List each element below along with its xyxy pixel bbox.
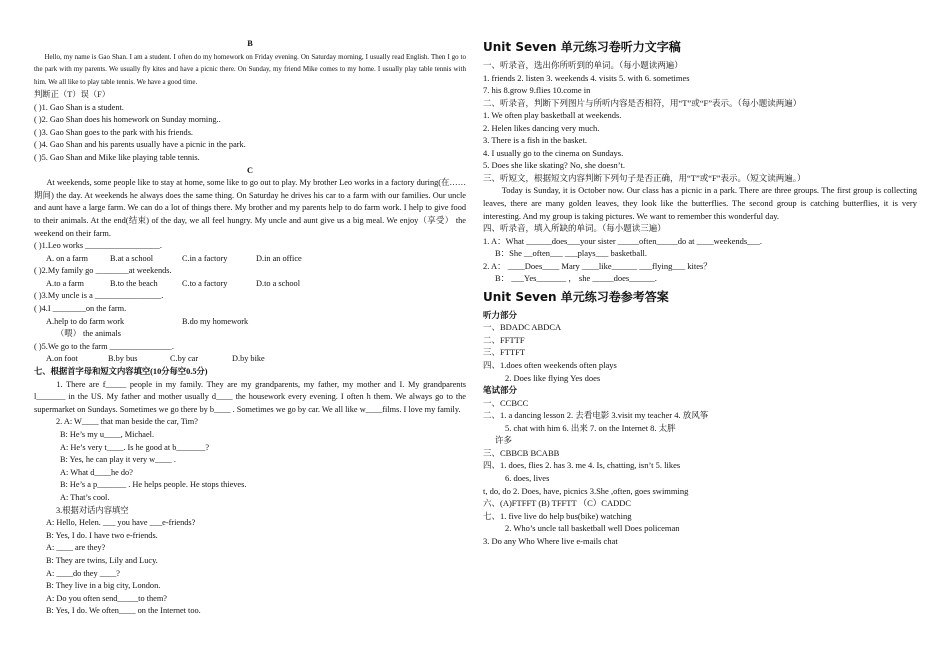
transcript-line: 5. Does she like skating? No, she doesn’t. (483, 160, 625, 171)
dialogue-line: B: Yes, he can play it very w____ . (60, 455, 176, 465)
dialogue-line: A: ____do they ____? (46, 568, 120, 578)
question-item: ( )2.My family go ________at weekends. (34, 266, 172, 276)
answer-line: 一、CCBCC (483, 397, 529, 408)
dialogue-line: A: Hello, Helen. ___ you have ___e-friends? (46, 518, 196, 528)
transcript-line: 四、听录音，填入所缺的单词。（每小题读三遍） (483, 223, 666, 234)
answer-line: 3. Do any Who Where live e-mails chat (483, 535, 618, 546)
transcript-line: 三、听短文，根据短文内容判断下列句子是否正确，用“T”或“F”表示。（短文读两遍。） (483, 172, 806, 183)
answer-line: 三、CBBCB BCABB (483, 447, 560, 458)
question-item: ( )5.We go to the farm _______________. (34, 341, 174, 351)
transcript-line: 1. A：What ______does___your sister _____often_____do at ____weekends___. (483, 235, 763, 246)
answer-line: 5. chat with him 6. 出来 7. on the Internet 8. 太胖 (505, 422, 676, 433)
option: B.by bus (108, 354, 138, 364)
option: C.to a factory (182, 278, 228, 288)
dialogue-line: B: They are twins, Lily and Lucy. (46, 555, 158, 565)
option: D.to a school (256, 278, 301, 288)
answers-title: Unit Seven 单元练习卷参考答案 (483, 289, 669, 304)
option: A.to a farm (46, 278, 85, 288)
option: B.at a school (110, 253, 154, 263)
transcript-line: 1. friends 2. listen 3. weekends 4. visits 5. with 6. sometimes (483, 72, 690, 83)
answer-options (34, 353, 466, 366)
dialogue-subtitle: 3.根据对话内容填空 (56, 505, 129, 515)
section-c-title: C (247, 165, 253, 175)
option: A.on foot (46, 354, 78, 364)
option: （喂） the animals (56, 329, 121, 339)
answer-line: 四、1.does often weekends often plays (483, 360, 617, 371)
question-item: ( )4.I ________on the farm. (34, 304, 127, 314)
answer-line: 一、BDADC ABDCA (483, 322, 562, 333)
answer-options (34, 278, 466, 291)
answer-line: 许多 (495, 435, 513, 446)
section-b-instruction: 判断正（T）误（F） (34, 89, 111, 99)
transcript-title: Unit Seven 单元练习卷听力文字稿 (483, 40, 681, 54)
option: C.in a factory (182, 253, 228, 263)
option: C.by car (170, 354, 199, 364)
dialogue-line: A: That’s cool. (60, 492, 110, 502)
answer-line: 四、1. does, flies 2. has 3. me 4. Is, chatting, isn’t 5. likes (483, 460, 681, 471)
dialogue-line: A: ____ are they? (46, 543, 106, 553)
question-item: ( )1.Leo works __________________. (34, 241, 162, 251)
dialogue-line: B: Yes, I do. I have two e-friends. (46, 530, 158, 540)
answer-line: 2. Who’s uncle tall basketball well Does policeman (505, 523, 680, 534)
transcript-line: 二、听录音，判断下列图片与所听内容是否相符，用“T”或“F”表示。（每小题读两遍） (483, 97, 802, 108)
dialogue-line: 2. A: W____ that man beside the car, Tim? (56, 417, 198, 427)
section-c-passage: At weekends, some people like to stay at home, some like to go out to play. My brother Leo works in a factory during(在……期间) the day. At weekends he always does the same thing. On Saturday he drives his car to a farm with our families. Our uncle and aunt have a large farm. We can do a lot of things there. My brother and my parents help to do farm work. I help to give food to their animals. At the end(结束) of the day, we all feel hungry. My uncle and aunt give us a big meal. We enjoy（享受） the weekend on their farm. (34, 178, 466, 238)
transcript-line: B： ___Yes_______ ， she _____does______. (495, 273, 657, 284)
answer-line: 6. does, lives (505, 472, 550, 483)
dialogue-line: B: He’s a p_______ . He helps people. He stops thieves. (60, 480, 247, 490)
option: A.help to do farm work (46, 316, 125, 326)
question-item: ( )3. Gao Shan goes to the park with his friends. (34, 127, 193, 137)
option: B.do my homework (182, 316, 249, 326)
dialogue-line: B: They live in a big city, London. (46, 581, 161, 591)
section-7-passage: 1. There are f_____ people in my family. They are my grandparents, my father, my mother and I. My grandparents l_______ in the US. My father and mother usually d____ the housework every evening. I often h them. We always go to the supermarket on Sundays. Sometimes we go there by b____ . Sometimes we go by car. We all like w____films. I love my family. (34, 379, 466, 414)
dialogue-line: B: He’s my u____, Michael. (60, 430, 155, 440)
answer-line: 2. Does like flying Yes does (505, 372, 601, 383)
transcript-line: 4. I usually go to the cinema on Sundays. (483, 147, 624, 158)
left-column (34, 38, 466, 618)
dialogue-line: A: Do you often send_____to them? (46, 593, 167, 603)
question-item: ( )2. Gao Shan does his homework on Sunday morning.. (34, 115, 221, 125)
question-item: ( )1. Gao Shan is a student. (34, 102, 124, 112)
section-7-title: 七、根据首字母和短文内容填空(10分每空0.5分) (34, 367, 208, 377)
dialogue-line: A: He’s very t____. Is he good at b_______? (60, 442, 210, 452)
transcript-line: 2. A： ____Does____ Mary ____like______ ___flying___ kites？ (483, 260, 712, 271)
answer-line: 三、FTTFT (483, 347, 526, 358)
transcript-line: 2. Helen likes dancing very much. (483, 122, 600, 133)
answer-line: t, do, do 2. Does, have, picnics 3.She ,often, goes swimming (483, 485, 689, 496)
answer-options (34, 316, 466, 329)
answer-line: 七、1. five live do help bus(bike) watching (483, 510, 632, 521)
option: B.to the beach (110, 278, 158, 288)
section-b-passage: Hello, my name is Gao Shan. I am a student. I often do my homework on Friday evening. On Saturday morning, I usually read English. Then I go to the park with my parents. We usually fly kites and have a picnic there. On Sunday, my friend Mike comes to my home. I usually play table tennis with him. We all like to play table tennis. We have a good time. (34, 52, 466, 87)
transcript-line: B：She __often___ ___plays___ basketball. (495, 248, 648, 259)
answer-line: 二、FFTTF (483, 334, 525, 345)
dialogue-line: B: Yes, I do. We often____ on the Internet too. (46, 606, 201, 616)
option: D.in an office (256, 253, 302, 263)
transcript-passage: Today is Sunday, it is October now. Our class has a picnic in a park. There are three groups. The first group is collecting leaves, there are many golden leaves, they look like the butterflies. The second group is catching butterflies, it is very interesting. And my group is taking pictures. We want to remember this wonderful day. (483, 185, 917, 221)
option: D.by bike (232, 354, 265, 364)
answer-line: 二、1. a dancing lesson 2. 去看电影 3.visit my teacher 4. 放风筝 (483, 410, 709, 421)
question-item: ( )4. Gao Shan and his parents usually have a picnic in the park. (34, 140, 246, 150)
transcript-line: 1. We often play basketball at weekends. (483, 110, 622, 121)
transcript-line: 7. his 8.grow 9.flies 10.come in (483, 85, 591, 96)
transcript-line: 3. There is a fish in the basket. (483, 135, 587, 146)
question-item: ( )3.My uncle is a ________________. (34, 291, 164, 301)
right-column (483, 38, 917, 547)
option: A. on a farm (46, 253, 88, 263)
answer-options (34, 253, 466, 266)
section-b-title: B (247, 39, 253, 48)
question-item: ( )5. Gao Shan and Mike like playing table tennis. (34, 152, 200, 162)
dialogue-line: A: What d____he do? (60, 467, 133, 477)
listening-answers-heading: 听力部分 (483, 309, 518, 320)
answer-line: 六、(A)FTFFT (B) TFFTT （C）CADDC (483, 498, 632, 509)
written-answers-heading: 笔试部分 (483, 385, 518, 396)
transcript-line: 一、听录音，选出你所听到的单词。（每小题读两遍） (483, 60, 683, 70)
